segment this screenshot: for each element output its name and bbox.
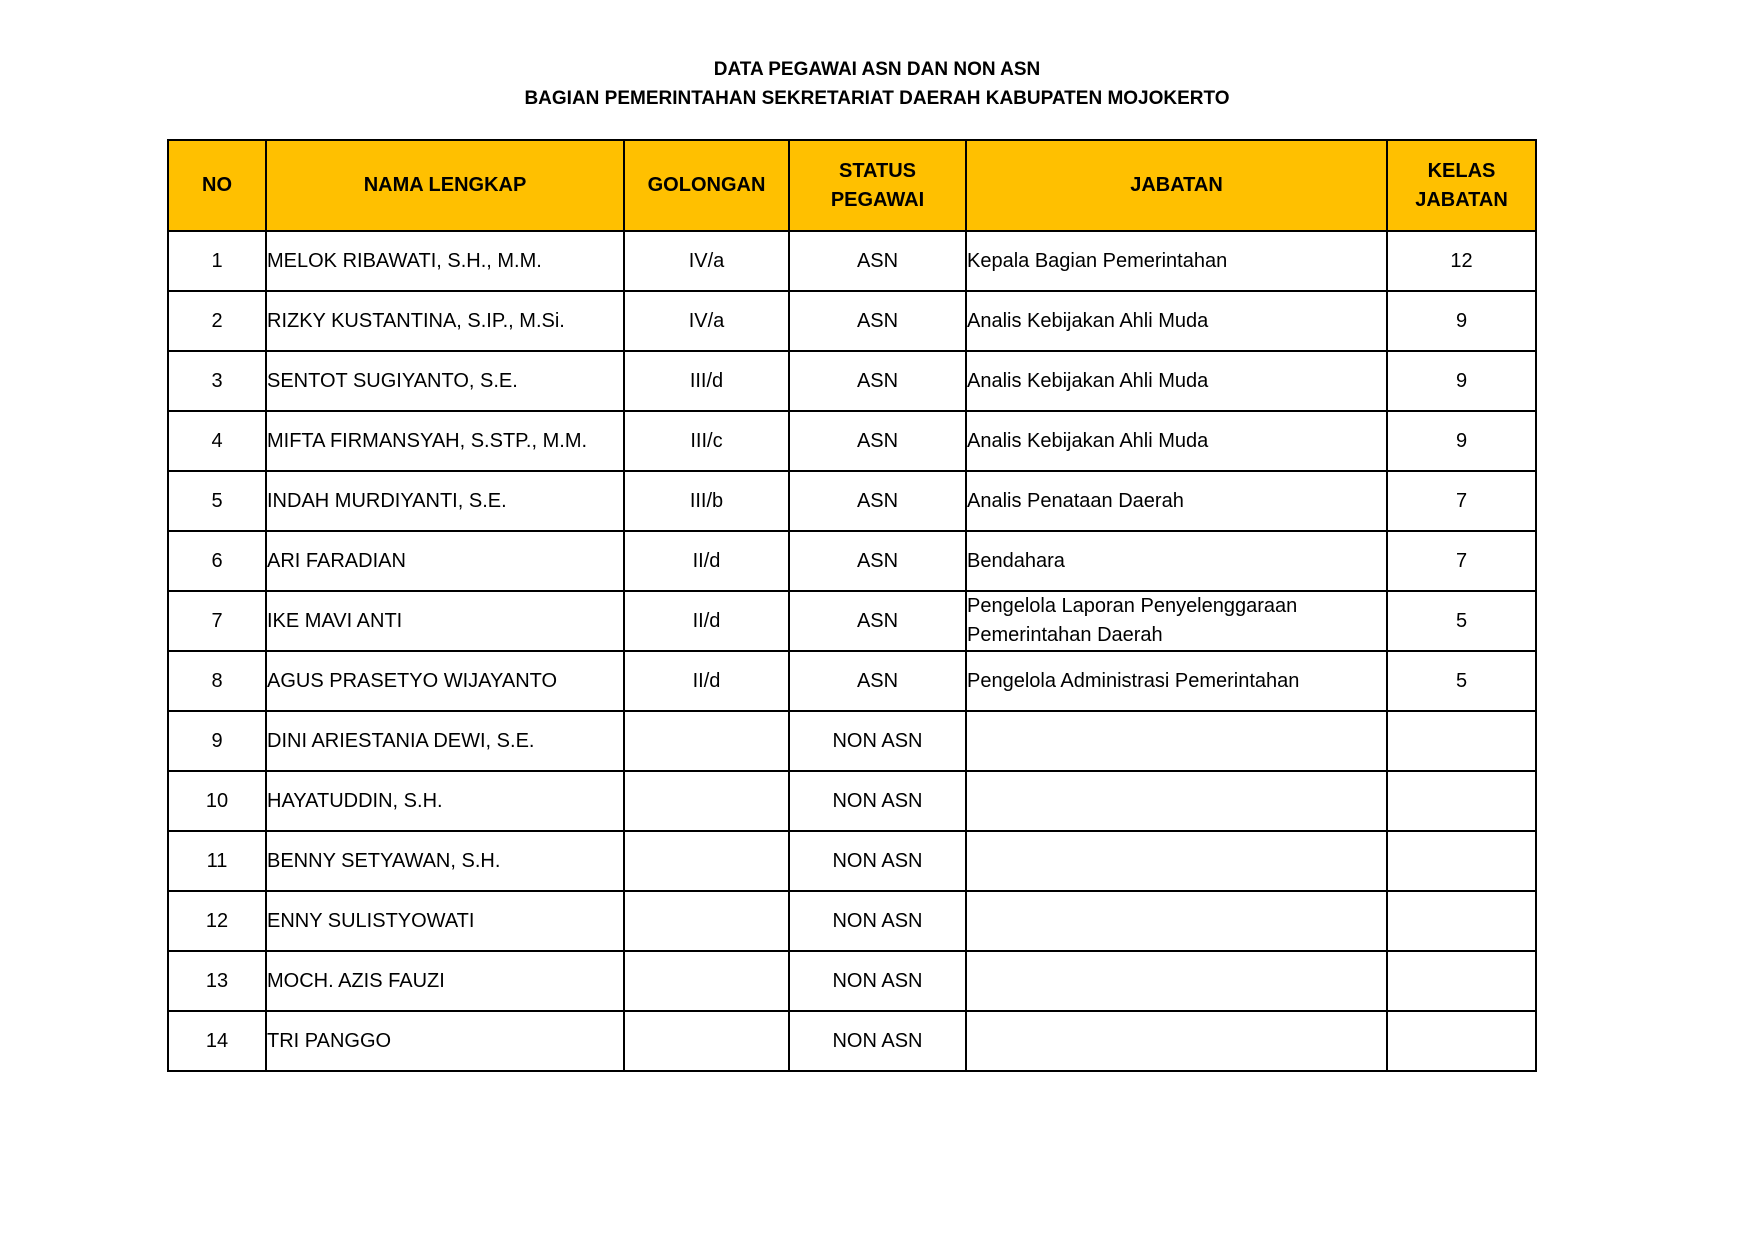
cell-jabatan	[966, 711, 1387, 771]
cell-kelas: 5	[1387, 591, 1536, 651]
cell-kelas: 9	[1387, 291, 1536, 351]
cell-no: 6	[168, 531, 266, 591]
cell-kelas	[1387, 711, 1536, 771]
cell-no: 4	[168, 411, 266, 471]
cell-golongan: II/d	[624, 651, 789, 711]
cell-no: 7	[168, 591, 266, 651]
cell-golongan: III/b	[624, 471, 789, 531]
cell-status: ASN	[789, 471, 966, 531]
cell-jabatan	[966, 531, 1387, 591]
cell-status: ASN	[789, 411, 966, 471]
jabatan-line-1: Pengelola Laporan Penyelenggaraan	[967, 595, 1298, 617]
header-kelas-jabatan	[1387, 140, 1536, 231]
cell-no: 2	[168, 291, 266, 351]
cell-kelas	[1387, 891, 1536, 951]
cell-kelas: 5	[1387, 651, 1536, 711]
cell-jabatan	[966, 351, 1387, 411]
table-row	[168, 411, 1536, 471]
cell-nama: TRI PANGGO	[266, 1011, 624, 1071]
cell-status: ASN	[789, 651, 966, 711]
cell-jabatan	[966, 471, 1387, 531]
table-row	[168, 591, 1536, 651]
cell-status: NON ASN	[789, 1011, 966, 1071]
header-kelas-line-2: JABATAN	[1415, 188, 1508, 211]
cell-nama: MOCH. AZIS FAUZI	[266, 951, 624, 1011]
title-line-2: BAGIAN PEMERINTAHAN SEKRETARIAT DAERAH KABUPATEN MOJOKERTO	[524, 88, 1230, 109]
header-golongan: GOLONGAN	[624, 140, 789, 231]
table-row	[168, 1011, 1536, 1071]
cell-kelas	[1387, 831, 1536, 891]
table-header-row	[168, 140, 1536, 231]
cell-status: NON ASN	[789, 711, 966, 771]
cell-jabatan	[966, 411, 1387, 471]
cell-nama: ENNY SULISTYOWATI	[266, 891, 624, 951]
cell-nama: AGUS PRASETYO WIJAYANTO	[266, 651, 624, 711]
cell-kelas: 7	[1387, 471, 1536, 531]
header-kelas-line-1: KELAS	[1427, 159, 1496, 182]
cell-status: ASN	[789, 231, 966, 291]
cell-golongan	[624, 771, 789, 831]
cell-status: NON ASN	[789, 891, 966, 951]
cell-nama: SENTOT SUGIYANTO, S.E.	[266, 351, 624, 411]
table-row	[168, 651, 1536, 711]
cell-kelas: 9	[1387, 351, 1536, 411]
table-row	[168, 831, 1536, 891]
header-nama-lengkap: NAMA LENGKAP	[266, 140, 624, 231]
cell-status: NON ASN	[789, 951, 966, 1011]
cell-status: ASN	[789, 591, 966, 651]
cell-jabatan	[966, 651, 1387, 711]
cell-golongan	[624, 831, 789, 891]
cell-golongan: IV/a	[624, 231, 789, 291]
cell-jabatan	[966, 291, 1387, 351]
table-row	[168, 291, 1536, 351]
table-row	[168, 351, 1536, 411]
jabatan-line-1: Pengelola Administrasi Pemerintahan	[967, 669, 1300, 692]
cell-nama: INDAH MURDIYANTI, S.E.	[266, 471, 624, 531]
cell-no: 10	[168, 771, 266, 831]
cell-golongan: II/d	[624, 531, 789, 591]
cell-golongan	[624, 711, 789, 771]
cell-nama: RIZKY KUSTANTINA, S.IP., M.Si.	[266, 291, 624, 351]
table-row	[168, 771, 1536, 831]
cell-nama: ARI FARADIAN	[266, 531, 624, 591]
table-row	[168, 711, 1536, 771]
employee-table	[167, 139, 1537, 1072]
cell-status: ASN	[789, 291, 966, 351]
cell-no: 13	[168, 951, 266, 1011]
cell-golongan	[624, 891, 789, 951]
cell-nama: IKE MAVI ANTI	[266, 591, 624, 651]
cell-jabatan	[966, 831, 1387, 891]
cell-kelas: 12	[1387, 231, 1536, 291]
cell-no: 3	[168, 351, 266, 411]
header-status-pegawai	[789, 140, 966, 231]
jabatan-line-1: Bendahara	[967, 549, 1065, 572]
cell-jabatan	[966, 771, 1387, 831]
cell-nama: DINI ARIESTANIA DEWI, S.E.	[266, 711, 624, 771]
cell-no: 11	[168, 831, 266, 891]
cell-kelas	[1387, 1011, 1536, 1071]
cell-status: NON ASN	[789, 831, 966, 891]
table-row	[168, 471, 1536, 531]
header-status-line-2: PEGAWAI	[830, 188, 925, 211]
cell-kelas: 9	[1387, 411, 1536, 471]
cell-kelas	[1387, 771, 1536, 831]
header-no: NO	[168, 140, 266, 231]
cell-golongan: IV/a	[624, 291, 789, 351]
jabatan-line-1: Kepala Bagian Pemerintahan	[967, 249, 1228, 272]
cell-golongan: III/d	[624, 351, 789, 411]
header-jabatan: JABATAN	[966, 140, 1387, 231]
table-row	[168, 231, 1536, 291]
table-row	[168, 951, 1536, 1011]
jabatan-line-1: Analis Kebijakan Ahli Muda	[967, 309, 1209, 332]
cell-golongan: II/d	[624, 591, 789, 651]
cell-golongan	[624, 951, 789, 1011]
cell-jabatan	[966, 591, 1387, 651]
jabatan-line-1: Analis Kebijakan Ahli Muda	[967, 429, 1209, 452]
document-title	[0, 55, 1754, 113]
jabatan-line-1: Analis Kebijakan Ahli Muda	[967, 369, 1209, 392]
cell-kelas: 7	[1387, 531, 1536, 591]
cell-nama: MELOK RIBAWATI, S.H., M.M.	[266, 231, 624, 291]
header-status-line-1: STATUS	[838, 159, 917, 182]
cell-golongan: III/c	[624, 411, 789, 471]
cell-jabatan	[966, 1011, 1387, 1071]
table-row	[168, 891, 1536, 951]
cell-jabatan	[966, 891, 1387, 951]
title-line-1: DATA PEGAWAI ASN DAN NON ASN	[713, 59, 1041, 80]
cell-status: NON ASN	[789, 771, 966, 831]
jabatan-line-1: Analis Penataan Daerah	[967, 489, 1184, 512]
cell-no: 1	[168, 231, 266, 291]
cell-no: 8	[168, 651, 266, 711]
cell-jabatan	[966, 951, 1387, 1011]
cell-kelas	[1387, 951, 1536, 1011]
jabatan-line-2: Pemerintahan Daerah	[967, 624, 1163, 646]
cell-status: ASN	[789, 531, 966, 591]
cell-no: 12	[168, 891, 266, 951]
cell-status: ASN	[789, 351, 966, 411]
cell-golongan	[624, 1011, 789, 1071]
cell-no: 9	[168, 711, 266, 771]
cell-jabatan	[966, 231, 1387, 291]
cell-nama: HAYATUDDIN, S.H.	[266, 771, 624, 831]
table-body	[168, 231, 1536, 1071]
cell-nama: BENNY SETYAWAN, S.H.	[266, 831, 624, 891]
cell-no: 5	[168, 471, 266, 531]
cell-no: 14	[168, 1011, 266, 1071]
table-row	[168, 531, 1536, 591]
cell-nama: MIFTA FIRMANSYAH, S.STP., M.M.	[266, 411, 624, 471]
